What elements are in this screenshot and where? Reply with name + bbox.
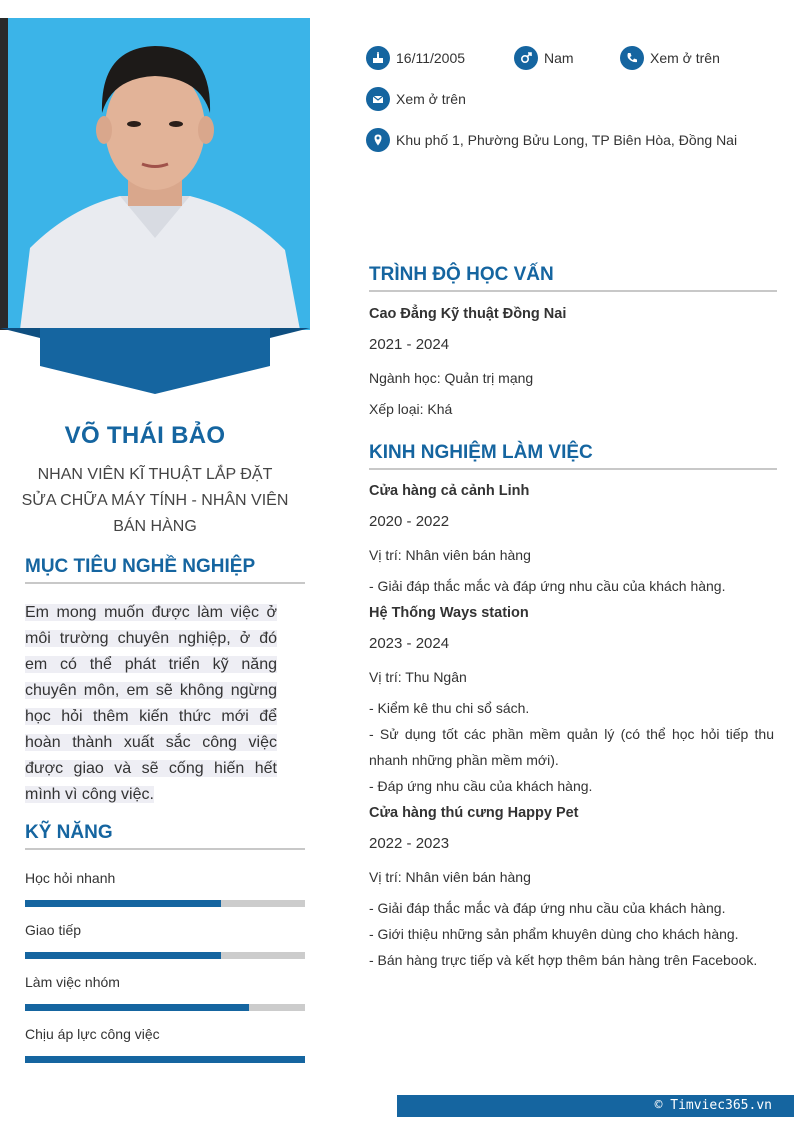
job-duty: - Giải đáp thắc mắc và đáp ứng nhu cầu của khách hàng. [369, 900, 726, 916]
skill-bar [25, 1004, 305, 1011]
skill-label: Làm việc nhóm [25, 974, 120, 990]
skills-heading: KỸ NĂNG [25, 822, 305, 850]
education-heading: TRÌNH ĐỘ HỌC VẤN [369, 264, 777, 292]
portrait-illustration [0, 18, 310, 330]
contact-address [366, 128, 737, 152]
phone-value[interactable]: Xem ở trên [650, 50, 720, 66]
profile-photo [0, 18, 310, 330]
skill-label: Chịu áp lực công việc [25, 1026, 160, 1042]
contact-phone[interactable] [620, 46, 720, 70]
job-company: Cửa hàng cả cảnh Linh [369, 483, 530, 499]
skill-bar-fill [25, 1056, 305, 1063]
skill-item [25, 974, 305, 1011]
address-value: Khu phố 1, Phường Bửu Long, TP Biên Hòa, Đồng Nai [396, 132, 738, 148]
job-duties [369, 573, 774, 599]
education-period: 2021 - 2024 [369, 336, 450, 353]
job-company: Cửa hàng thú cưng Happy Pet [369, 805, 579, 821]
job-position: Vị trí: Thu Ngân [369, 669, 467, 685]
envelope-icon [366, 87, 390, 111]
skill-label: Học hỏi nhanh [25, 870, 116, 886]
contact-birthday [366, 46, 465, 70]
candidate-job-title: NHAN VIÊN KĨ THUẬT LẮP ĐẶT SỬA CHỮA MÁY TÍNH - NHÂN VIÊN BÁN HÀNG [21, 466, 289, 535]
left-column [0, 0, 330, 1121]
job-duty: - Đáp ứng nhu cầu của khách hàng. [369, 778, 593, 794]
job-duties [369, 895, 774, 973]
skill-bar [25, 952, 305, 959]
education-school: Cao Đẳng Kỹ thuật Đồng Nai [369, 306, 567, 322]
cake-icon [366, 46, 390, 70]
job-position: Vị trí: Nhân viên bán hàng [369, 869, 531, 885]
skill-label: Giao tiếp [25, 922, 82, 938]
skill-bar-fill [25, 900, 221, 907]
contact-gender [514, 46, 574, 70]
job-duty: - Giải đáp thắc mắc và đáp ứng nhu cầu của khách hàng. [369, 578, 726, 594]
skill-item [25, 870, 305, 907]
skill-bar [25, 900, 305, 907]
gender-value: Nam [544, 50, 574, 66]
job-period: 2023 - 2024 [369, 635, 450, 652]
skill-bar-fill [25, 1004, 249, 1011]
job-company: Hệ Thống Ways station [369, 605, 529, 621]
education-major: Ngành học: Quản trị mạng [369, 370, 534, 386]
job-period: 2020 - 2022 [369, 513, 450, 530]
job-period: 2022 - 2023 [369, 835, 450, 852]
skill-bar-fill [25, 952, 221, 959]
skill-item [25, 1026, 305, 1063]
job-duty: - Sử dụng tốt các phần mềm quản lý (có thể học hỏi tiếp thu nhanh những phần mềm mới). [369, 726, 774, 768]
footer-watermark: © Timviec365.vn [397, 1095, 794, 1117]
candidate-name: VÕ THÁI BẢO [64, 422, 226, 449]
birthday-value: 16/11/2005 [396, 50, 466, 66]
job-position: Vị trí: Nhân viên bán hàng [369, 547, 531, 563]
photo-ribbon [0, 328, 310, 396]
job-duty: - Kiểm kê thu chi sổ sách. [369, 700, 530, 716]
experience-heading: KINH NGHIỆM LÀM VIỆC [369, 442, 777, 470]
job-duty: - Bán hàng trực tiếp và kết hợp thêm bán hàng trên Facebook. [369, 952, 758, 968]
skill-item [25, 922, 305, 959]
map-pin-icon [366, 128, 390, 152]
phone-icon [620, 46, 644, 70]
email-value[interactable]: Xem ở trên [396, 91, 466, 107]
contact-email[interactable] [366, 87, 466, 111]
objective-text: Em mong muốn được làm việc ở môi trường chuyên nghiệp, ở đó em có thể phát triển kỹ năng chuyên môn, em sẽ không ngừng học hỏi thêm kiến thức mới để hoàn thành xuất sắc công việc được giao và sẽ cống hiến hết mình vì công việc. [25, 604, 277, 803]
job-duty: - Giới thiệu những sản phẩm khuyên dùng cho khách hàng. [369, 926, 739, 942]
objective-heading: MỤC TIÊU NGHỀ NGHIỆP [25, 556, 305, 584]
job-duties [369, 695, 774, 799]
skill-bar [25, 1056, 305, 1063]
education-grade: Xếp loại: Khá [369, 401, 453, 417]
gender-icon [514, 46, 538, 70]
